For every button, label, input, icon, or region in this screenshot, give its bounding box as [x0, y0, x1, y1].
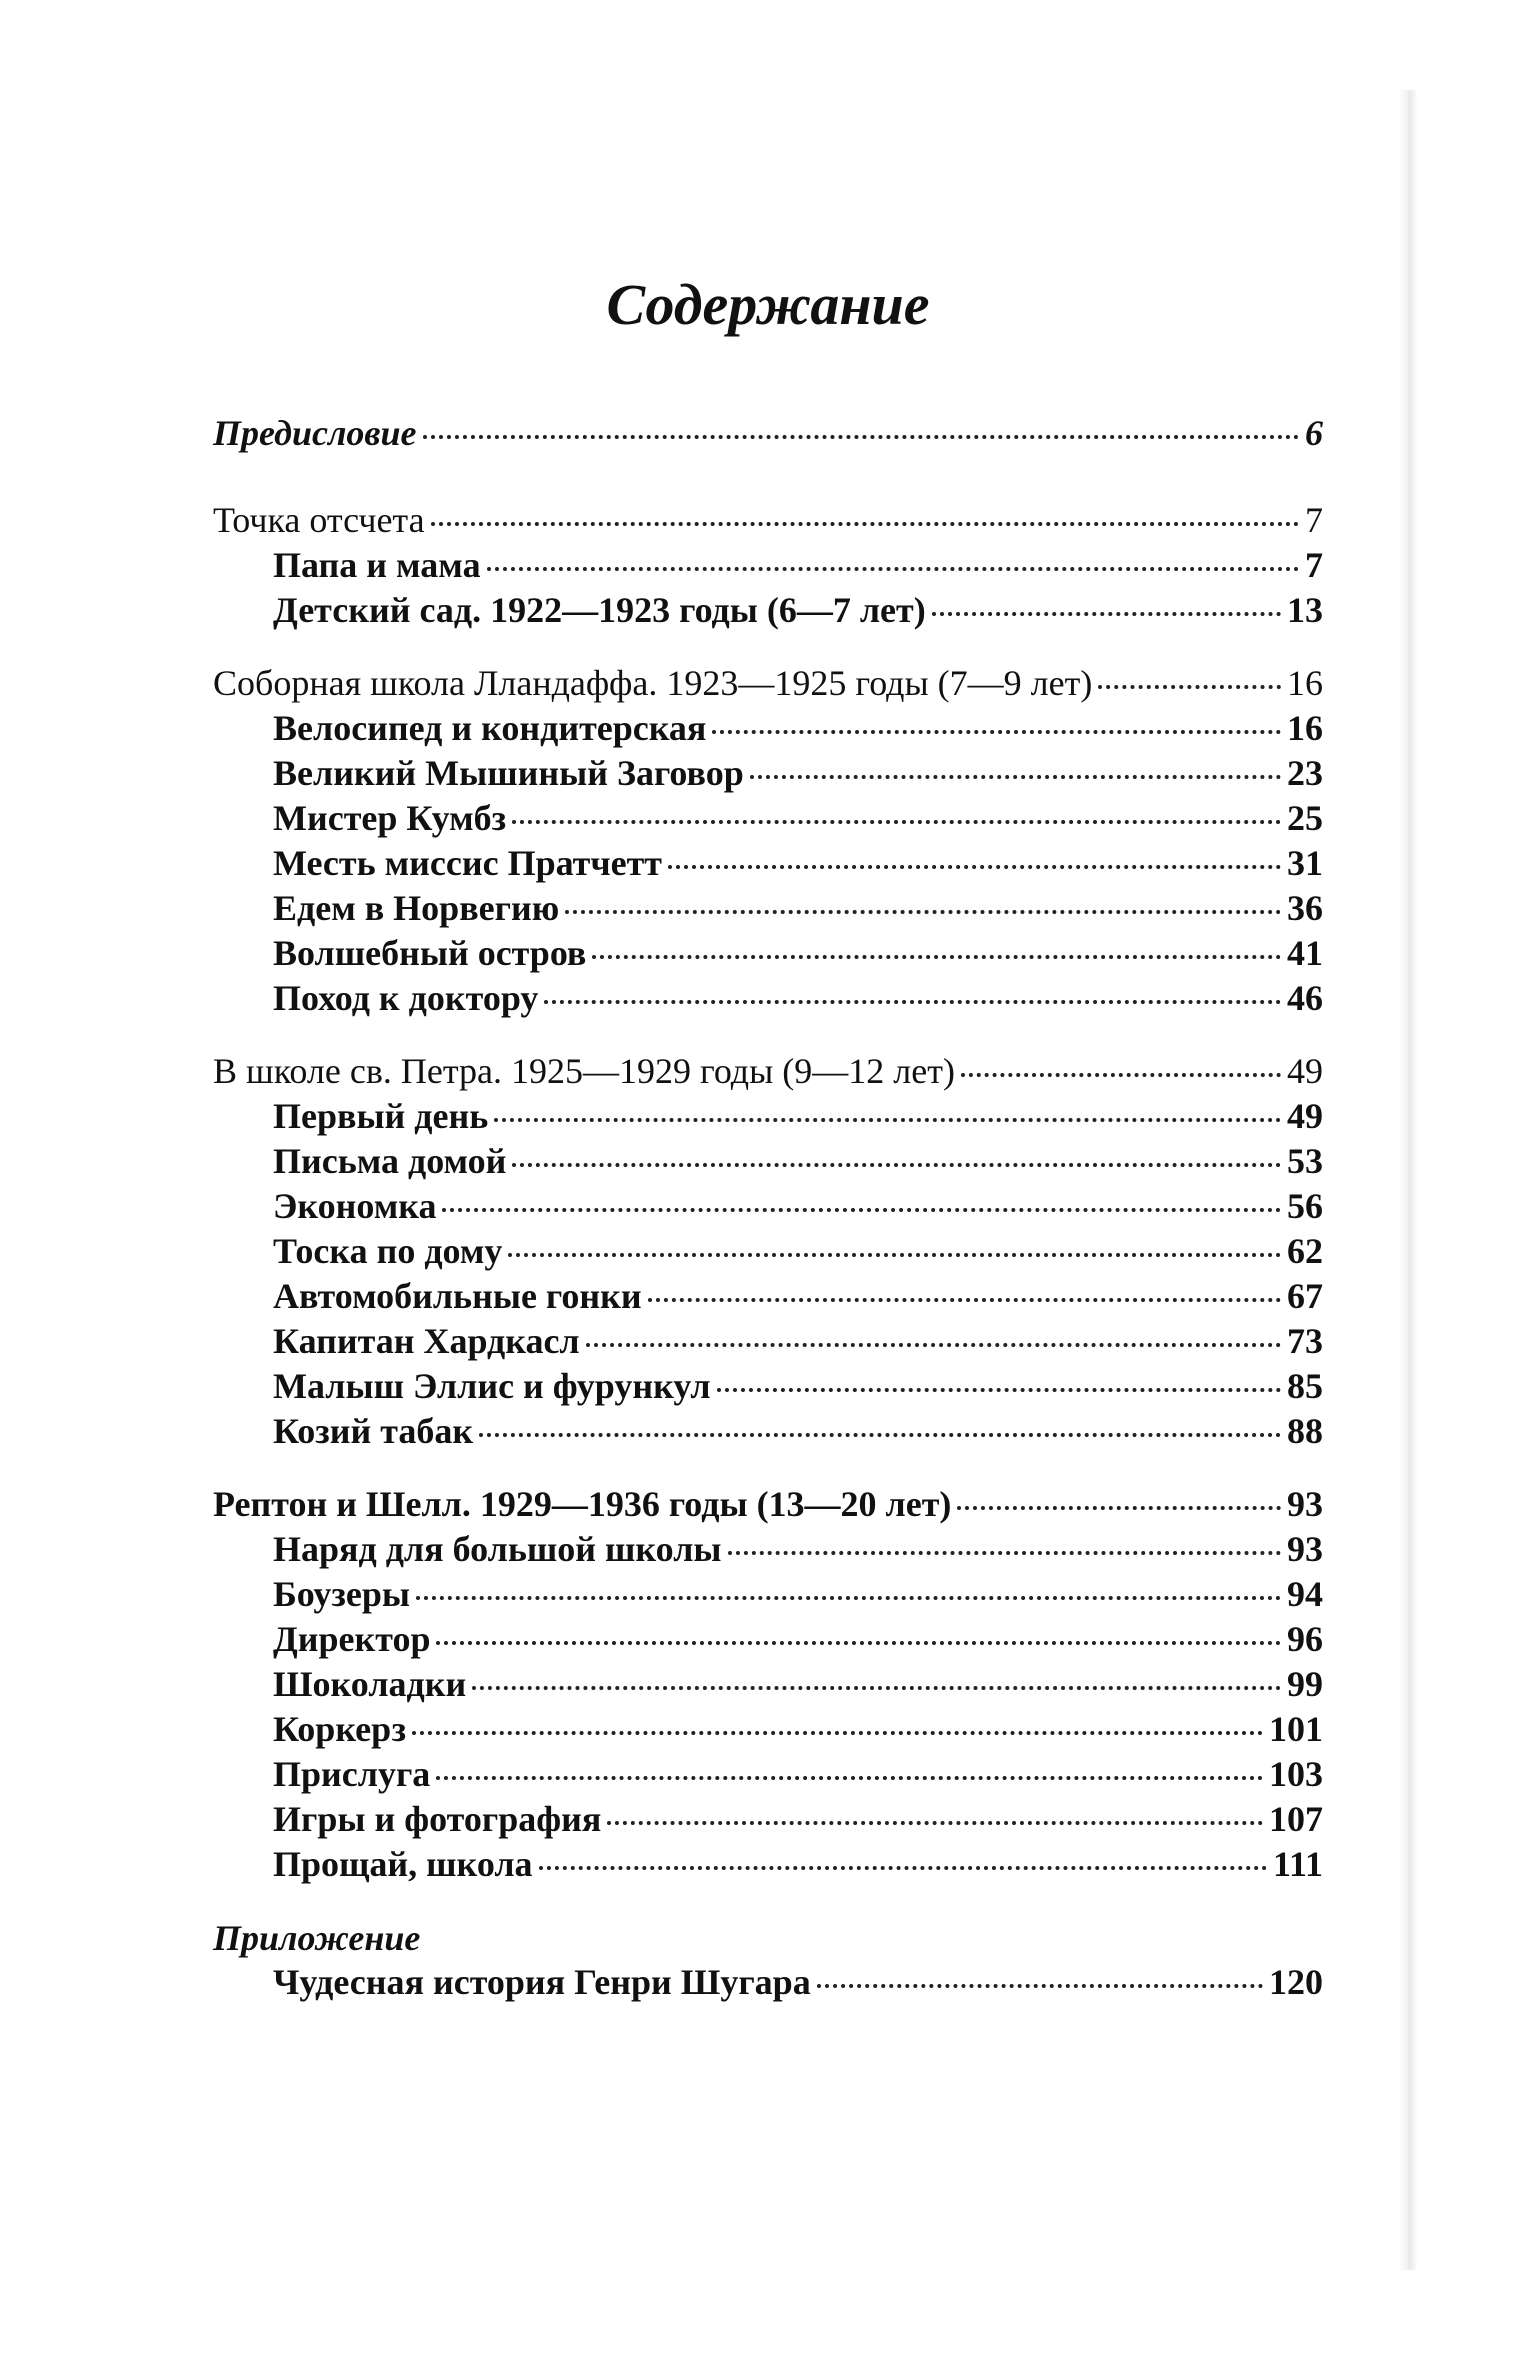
page-title: Содержание [606, 272, 930, 337]
dot-leader [416, 1595, 1281, 1600]
toc-entry[interactable] [213, 1275, 1323, 1320]
toc-entry-label: В школе св. Петра. 1925—1929 годы (9—12 лет) [213, 1051, 955, 1091]
toc-entry-page: 103 [1269, 1754, 1323, 1794]
toc-entry[interactable] [213, 1618, 1323, 1663]
dot-leader [431, 521, 1299, 526]
toc-entry[interactable] [213, 1230, 1323, 1275]
dot-leader [423, 434, 1299, 439]
toc-entry[interactable] [213, 752, 1323, 797]
toc-entry-page: 96 [1287, 1619, 1323, 1659]
toc-entry-label: Боузеры [273, 1574, 411, 1614]
toc-entry-page: 93 [1287, 1529, 1323, 1569]
page-edge-shadow [1398, 90, 1418, 2270]
toc-entry-page: 88 [1287, 1411, 1323, 1451]
appendix-heading: Приложение [213, 1918, 421, 1958]
toc-entry[interactable] [213, 1961, 1323, 2006]
dot-leader [712, 729, 1281, 734]
toc-entry[interactable] [213, 842, 1323, 887]
toc-entry-page: 67 [1287, 1276, 1323, 1316]
dot-leader [512, 819, 1281, 824]
dot-leader [586, 1342, 1281, 1347]
toc-section-heading[interactable] [213, 1483, 1323, 1528]
dot-leader [607, 1820, 1263, 1825]
dot-leader [436, 1775, 1263, 1780]
toc-entry-label: Рептон и Шелл. 1929—1936 годы (13—20 лет) [213, 1484, 952, 1524]
table-of-contents [213, 250, 1323, 2034]
toc-entry-page: 7 [1305, 545, 1323, 585]
toc-entry-label: Капитан Хардкасл [273, 1321, 580, 1361]
dot-leader [544, 999, 1281, 1004]
toc-entry[interactable] [213, 932, 1323, 977]
toc-entry-page: 99 [1287, 1664, 1323, 1704]
dot-leader [817, 1983, 1263, 1988]
toc-entry-page: 31 [1287, 843, 1323, 883]
toc-entry-page: 62 [1287, 1231, 1323, 1271]
toc-entry-label: Соборная школа Лландаффа. 1923—1925 годы (7—9 лет) [213, 663, 1093, 703]
toc-entry-page: 49 [1287, 1051, 1323, 1091]
toc-entry[interactable] [213, 544, 1323, 589]
toc-entry[interactable] [213, 707, 1323, 752]
dot-leader [479, 1432, 1281, 1437]
toc-section [213, 1483, 1323, 1888]
toc-entry[interactable] [213, 1843, 1323, 1888]
toc-entry-label: Письма домой [273, 1141, 507, 1181]
toc-entry-page: 41 [1287, 933, 1323, 973]
toc-entry-label: Детский сад. 1922—1923 годы (6—7 лет) [273, 590, 926, 630]
toc-entry-label: Малыш Эллис и фурункул [273, 1366, 711, 1406]
toc-entry-label: Наряд для большой школы [273, 1529, 722, 1569]
dot-leader [750, 774, 1281, 779]
dot-leader [472, 1685, 1281, 1690]
toc-entry-page: 16 [1287, 663, 1323, 703]
toc-entry-label: Великий Мышиный Заговор [273, 753, 744, 793]
toc-entry-page: 13 [1287, 590, 1323, 630]
dot-leader [957, 1505, 1281, 1510]
dot-leader [539, 1865, 1267, 1870]
dot-leader [717, 1387, 1281, 1392]
dot-leader [668, 864, 1281, 869]
dot-leader [412, 1730, 1263, 1735]
toc-entry[interactable] [213, 1528, 1323, 1573]
toc-entry-label: Коркерз [273, 1709, 407, 1749]
toc-entry-page: 93 [1287, 1484, 1323, 1524]
toc-entry-page: 7 [1305, 500, 1323, 540]
toc-entry-page: 6 [1305, 413, 1323, 453]
dot-leader [592, 954, 1281, 959]
toc-entry-label: Папа и мама [273, 545, 481, 585]
dot-leader [512, 1162, 1281, 1167]
toc-entry[interactable] [213, 1320, 1323, 1365]
toc-entry[interactable] [213, 589, 1323, 634]
toc-entry[interactable] [213, 977, 1323, 1022]
toc-entry-label: Экономка [273, 1186, 437, 1226]
toc-entry-label: Мистер Кумбз [273, 798, 507, 838]
toc-section-heading[interactable] [213, 1050, 1323, 1095]
toc-entry[interactable] [213, 1663, 1323, 1708]
toc-entry[interactable] [213, 887, 1323, 932]
toc-entry-page: 73 [1287, 1321, 1323, 1361]
toc-entry-label: Месть миссис Пратчетт [273, 843, 662, 883]
dot-leader [728, 1550, 1281, 1555]
toc-entry-label: Прислуга [273, 1754, 431, 1794]
dot-leader [961, 1072, 1281, 1077]
dot-leader [436, 1640, 1281, 1645]
toc-entry-label: Волшебный остров [273, 933, 587, 973]
toc-entry-page: 85 [1287, 1366, 1323, 1406]
toc-entry-page: 53 [1287, 1141, 1323, 1181]
toc-entry[interactable] [213, 797, 1323, 842]
toc-entry[interactable] [213, 1753, 1323, 1798]
toc-entry[interactable] [213, 1708, 1323, 1753]
toc-entry-label: Автомобильные гонки [273, 1276, 642, 1316]
toc-section [213, 662, 1323, 1022]
toc-entry[interactable] [213, 1095, 1323, 1140]
toc-entry-page: 16 [1287, 708, 1323, 748]
toc-entry-label: Едем в Норвегию [273, 888, 560, 928]
toc-appendix [213, 1916, 1323, 2006]
toc-entry-page: 46 [1287, 978, 1323, 1018]
toc-entry-page: 56 [1287, 1186, 1323, 1226]
toc-section-heading[interactable] [213, 499, 1323, 544]
dot-leader [487, 566, 1299, 571]
toc-entry-page: 25 [1287, 798, 1323, 838]
toc-entry[interactable] [213, 1185, 1323, 1230]
toc-entry[interactable] [213, 1365, 1323, 1410]
toc-entry-label: Точка отсчета [213, 500, 425, 540]
toc-entry[interactable] [213, 1140, 1323, 1185]
toc-section [213, 1050, 1323, 1455]
toc-entry-page: 49 [1287, 1096, 1323, 1136]
toc-entry-page: 36 [1287, 888, 1323, 928]
toc-entry[interactable] [213, 1573, 1323, 1618]
toc-entry[interactable] [213, 1410, 1323, 1455]
dot-leader [508, 1252, 1281, 1257]
toc-entry-label: Директор [273, 1619, 431, 1659]
toc-entry-label: Чудесная история Генри Шугара [273, 1962, 811, 2002]
toc-entry-page: 101 [1269, 1709, 1323, 1749]
toc-entry-label: Шоколадки [273, 1664, 467, 1704]
dot-leader [442, 1207, 1281, 1212]
toc-entry-label: Козий табак [273, 1411, 474, 1451]
dot-leader [494, 1117, 1281, 1122]
toc-sections [213, 499, 1323, 1888]
toc-entry-label: Первый день [273, 1096, 489, 1136]
dot-leader [565, 909, 1281, 914]
toc-entry[interactable] [213, 1798, 1323, 1843]
toc-section-heading[interactable] [213, 662, 1323, 707]
dot-leader [1098, 684, 1281, 689]
toc-entry-preface[interactable] [213, 412, 1323, 457]
toc-entry-page: 107 [1269, 1799, 1323, 1839]
toc-entry-label: Игры и фотография [273, 1799, 602, 1839]
toc-section [213, 499, 1323, 634]
toc-entry-page: 94 [1287, 1574, 1323, 1614]
dot-leader [648, 1297, 1281, 1302]
toc-entry-label: Велосипед и кондитерская [273, 708, 707, 748]
toc-entry-label: Поход к доктору [273, 978, 539, 1018]
toc-entry-page: 23 [1287, 753, 1323, 793]
dot-leader [932, 611, 1281, 616]
toc-entry-page: 120 [1269, 1962, 1323, 2002]
toc-entry-label: Предисловие [213, 413, 417, 453]
toc-entry-label: Тоска по дому [273, 1231, 503, 1271]
toc-entry-label: Прощай, школа [273, 1844, 533, 1884]
toc-entry-page: 111 [1272, 1844, 1323, 1884]
